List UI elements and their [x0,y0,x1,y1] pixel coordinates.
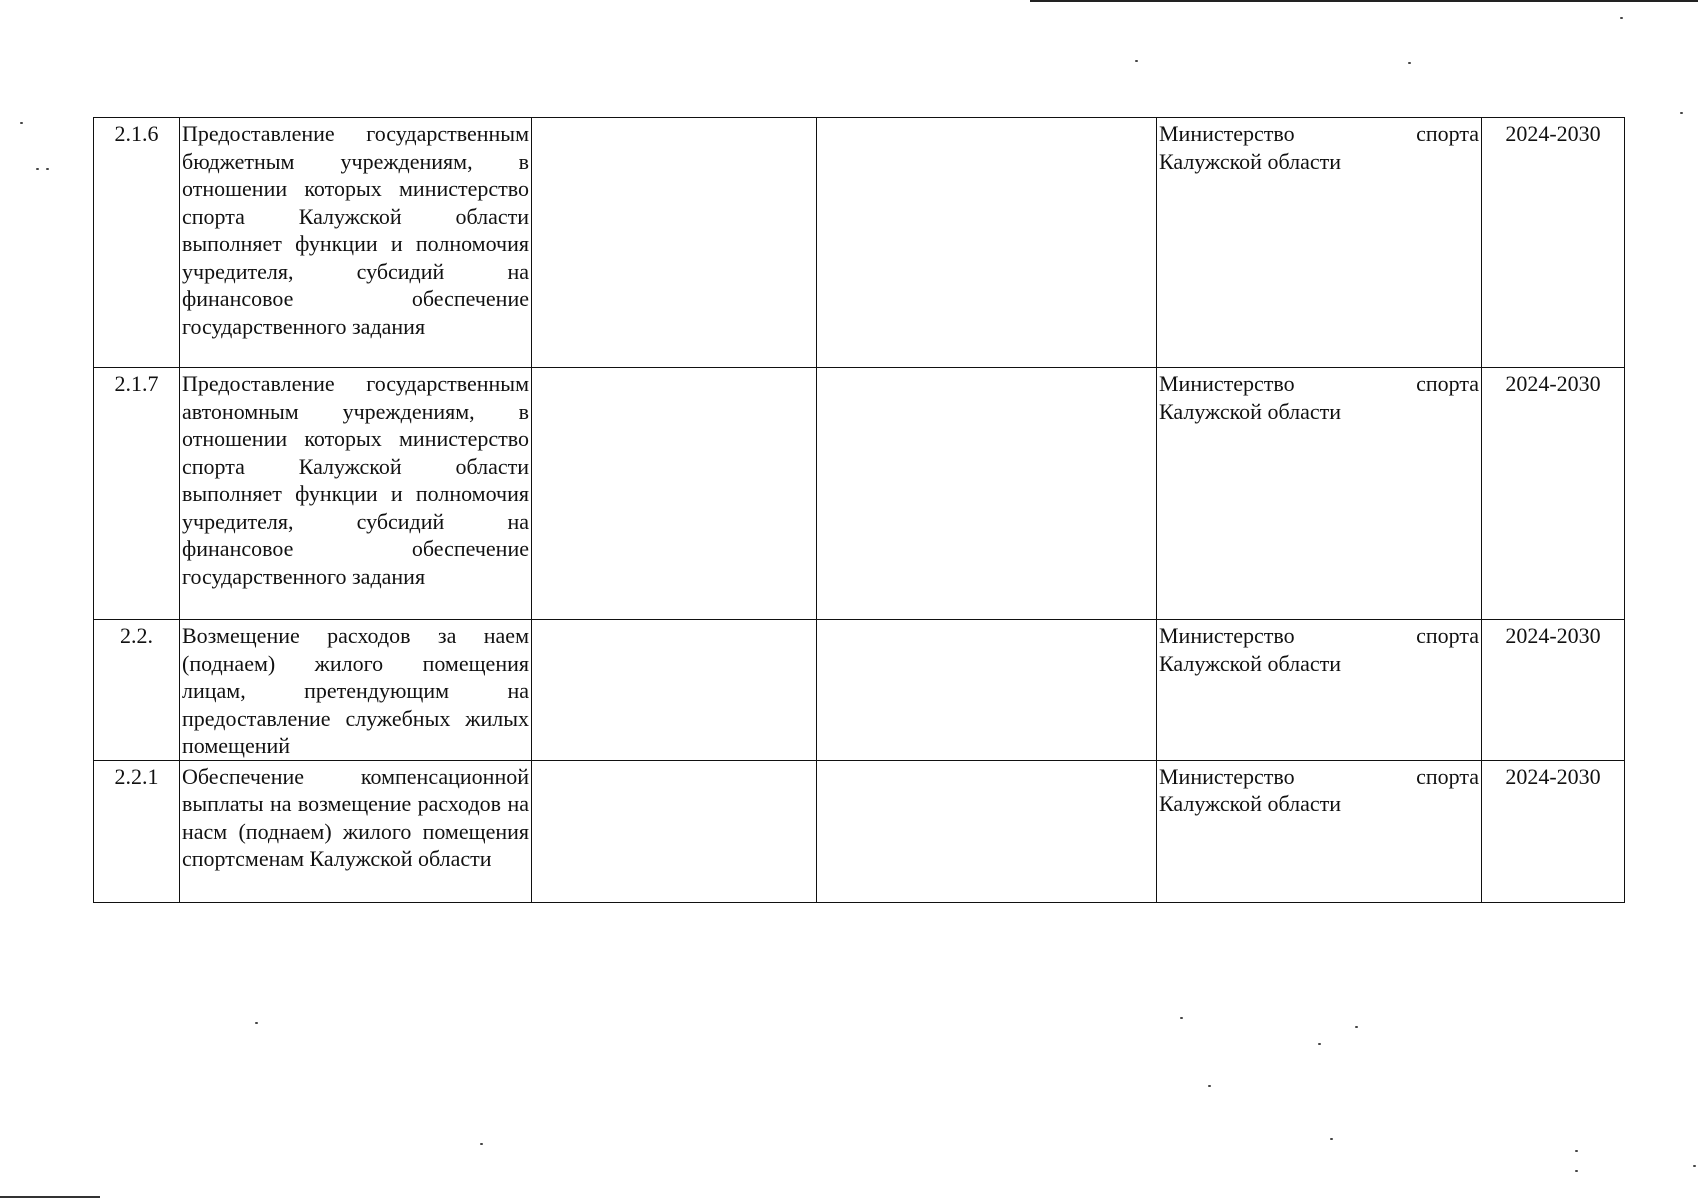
empty-cell [532,368,817,620]
responsible-line-2: Калужской области [1159,148,1341,174]
implementation-period: 2024-2030 [1482,760,1625,902]
scan-edge-line-top [1030,0,1698,2]
responsible-line-2: Калужской области [1159,791,1341,816]
item-number: 2.1.6 [94,118,180,368]
implementation-period: 2024-2030 [1482,620,1625,761]
scan-speck [1355,1026,1358,1028]
responsible-executor [1157,620,1482,761]
item-description: Возмещение расходов за наем (поднаем) жилого помещения лицам, претендующим на предоставление служебных жилых помещений [180,620,532,761]
responsible-word-1: Министерство [1159,763,1295,789]
scan-speck [1208,1085,1211,1087]
item-number: 2.2. [94,620,180,761]
scan-speck [1408,62,1411,64]
empty-cell [817,760,1157,902]
scan-speck [1575,1170,1578,1172]
responsible-executor [1157,118,1482,368]
item-number: 2.2.1 [94,760,180,902]
responsible-word-1: Министерство [1159,623,1295,648]
table-row [94,760,1625,902]
responsible-executor [1157,760,1482,902]
scan-speck [480,1143,483,1145]
table-row [94,620,1625,761]
table-row [94,118,1625,368]
scan-speck [1330,1138,1333,1140]
measures-table [93,117,1625,903]
responsible-word-1: Министерство [1159,121,1295,146]
item-description: Обеспечение компенсационной выплаты на возмещение расходов на насм (поднаем) жилого помещения спортсменам Калужской области [180,760,532,902]
scan-speck [1135,60,1138,62]
responsible-line-2: Калужской области [1159,650,1341,676]
responsible-word-2: спорта [1416,763,1479,789]
scan-speck [46,168,49,170]
scan-speck [1318,1043,1321,1045]
responsible-word-1: Министерство [1159,371,1295,396]
implementation-period: 2024-2030 [1482,368,1625,620]
scan-speck [1693,1165,1696,1167]
scan-speck [1575,1150,1578,1152]
scan-edge-line-bottom [0,1196,100,1198]
scan-speck [1180,1017,1183,1019]
empty-cell [817,118,1157,368]
empty-cell [532,620,817,761]
empty-cell [532,760,817,902]
responsible-word-2: спорта [1416,623,1479,648]
responsible-executor [1157,368,1482,620]
empty-cell [532,118,817,368]
table-row [94,368,1625,620]
item-description: Предоставление государственным бюджетным учреждениям, в отношении которых министерство спорта Калужской области выполняет функции и полномочия учредителя, субсидий на финансовое обеспечение государственного задания [180,118,532,368]
responsible-word-2: спорта [1416,121,1479,146]
empty-cell [817,620,1157,761]
scan-speck [20,122,23,124]
responsible-line-2: Калужской области [1159,398,1341,424]
item-description: Предоставление государственным автономным учреждениям, в отношении которых министерство спорта Калужской области выполняет функции и полномочия учредителя, субсидий на финансовое обеспечение государственного задания [180,368,532,620]
scan-speck [1680,112,1683,114]
scan-speck [36,168,39,170]
implementation-period: 2024-2030 [1482,118,1625,368]
empty-cell [817,368,1157,620]
scan-speck [1620,17,1623,19]
scan-speck [255,1022,258,1024]
responsible-word-2: спорта [1416,371,1479,396]
item-number: 2.1.7 [94,368,180,620]
